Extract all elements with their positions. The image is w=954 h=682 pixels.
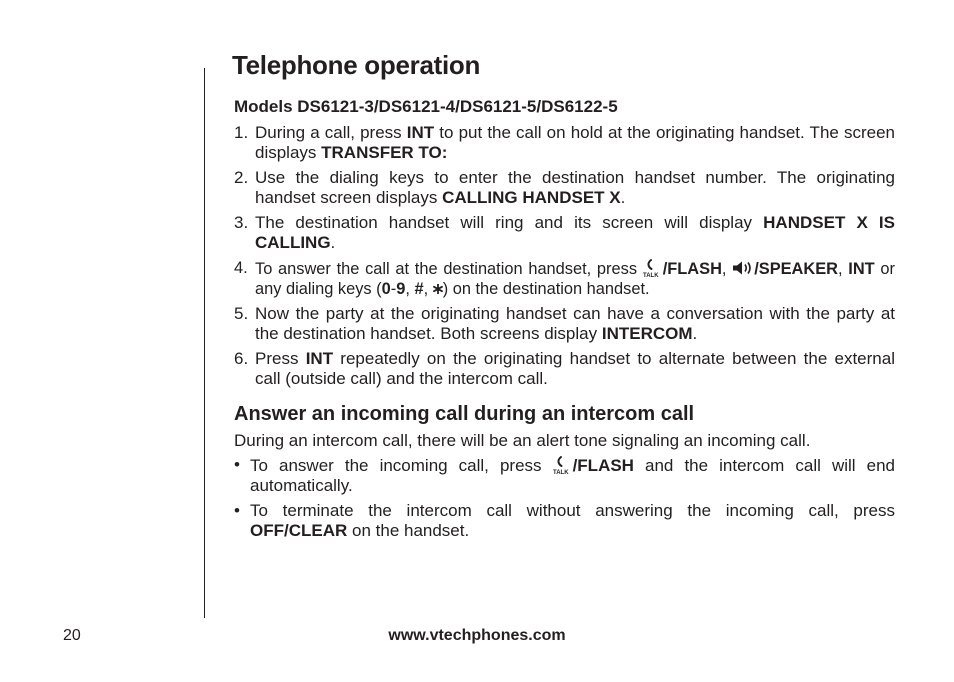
step-text: to put the call on hold at the originating handset. The screen displays [255, 123, 895, 162]
bullet-text: on the handset. [347, 521, 470, 540]
key-label: /FLASH [572, 456, 634, 475]
step-text: or any dialing keys ( [255, 260, 895, 298]
step-text: To answer the call at the destination handset, press [255, 260, 643, 278]
key-label: /FLASH [662, 260, 722, 278]
key-label: INT [406, 123, 435, 142]
bullet-marker: • [234, 455, 240, 474]
bullet-item [234, 455, 895, 496]
page-number: 20 [63, 627, 81, 644]
svg-text:TALK: TALK [642, 273, 659, 278]
section-intro: During an intercom call, there will be an alert tone signaling an incoming call. [234, 431, 811, 450]
key-label: # [414, 280, 424, 298]
step-text: , [405, 280, 415, 298]
bullet-text: To answer the incoming call, press [250, 456, 553, 475]
key-label: /SPEAKER [754, 260, 838, 278]
step-text: ) on the destination handset. [442, 280, 650, 298]
bullet-item [234, 501, 895, 541]
main-content [234, 97, 895, 546]
step-text: . [620, 188, 626, 207]
bullet-text: To terminate the intercom call without answering the incoming call, press [250, 501, 895, 520]
step-number: 6. [234, 349, 249, 368]
step-text: - [390, 280, 397, 298]
step-number: 1. [234, 123, 249, 142]
step-text: Now the party at the originating handset can have a conversation with the party at the destination handset. Both screens display [255, 304, 895, 343]
step-text: During a call, press [255, 123, 407, 142]
step-text: . [330, 233, 336, 252]
screen-text: CALLING HANDSET X [442, 188, 621, 207]
step-text: Press [255, 349, 306, 368]
margin-rule [204, 68, 205, 618]
star-key-icon [433, 284, 443, 294]
screen-text: HANDSET X IS CALLING [255, 213, 895, 252]
step-item [234, 258, 895, 299]
step-item [234, 213, 895, 253]
talk-key-icon [553, 455, 573, 475]
key-label: 9 [396, 280, 406, 298]
step-item [234, 168, 895, 208]
svg-text:TALK: TALK [552, 470, 569, 475]
step-number: 5. [234, 304, 249, 323]
talk-key-icon [643, 258, 663, 278]
step-text: , [721, 260, 733, 278]
step-text: , [423, 280, 433, 298]
models-heading: Models DS6121-3/DS6121-4/DS6121-5/DS6122-5 [234, 97, 618, 116]
step-number: 3. [234, 213, 249, 232]
step-text: repeatedly on the originating handset to alternate between the external call (outside call) and the intercom call. [255, 349, 895, 388]
key-label: INT [848, 260, 875, 278]
steps-list [234, 123, 895, 389]
step-text: Use the dialing keys to enter the destination handset number. The originating handset screen displays [255, 168, 895, 207]
page-title: Telephone operation [232, 50, 481, 80]
bullet-marker: • [234, 501, 240, 520]
key-label: INT [305, 349, 334, 368]
step-number: 2. [234, 168, 249, 187]
screen-text: TRANSFER TO: [321, 143, 448, 162]
section-heading: Answer an incoming call during an intercom call [234, 403, 695, 425]
step-item [234, 123, 895, 163]
step-text: . [692, 324, 698, 343]
speaker-key-icon [732, 260, 754, 276]
footer-url: www.vtechphones.com [388, 627, 566, 644]
step-item [234, 349, 895, 389]
step-text: The destination handset will ring and its screen will display [255, 213, 764, 232]
key-label: 0 [381, 280, 391, 298]
key-label: OFF/CLEAR [250, 521, 348, 540]
step-number: 4. [234, 259, 248, 277]
bullet-text: and the intercom call will end automatically. [250, 456, 895, 495]
step-text: , [838, 260, 849, 278]
bullet-list [234, 455, 895, 541]
screen-text: INTERCOM [601, 324, 693, 343]
step-item [234, 304, 895, 344]
